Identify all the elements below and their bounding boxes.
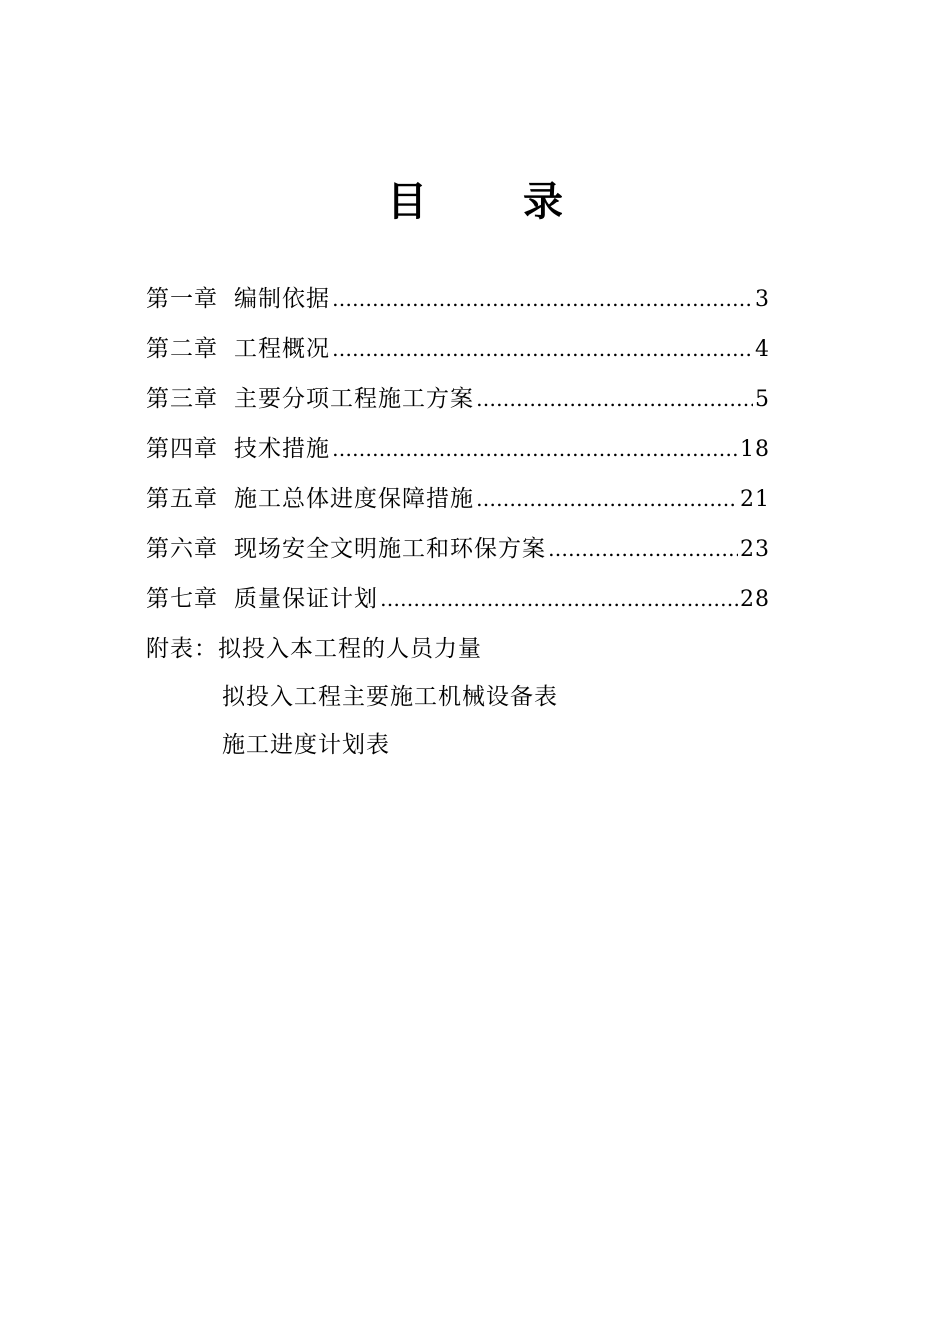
toc-label: 主要分项工程施工方案 (234, 386, 474, 412)
toc-chapter: 第五章 (146, 486, 218, 512)
table-of-contents (146, 282, 770, 632)
toc-leader-dots (332, 432, 738, 466)
toc-chapter: 第七章 (146, 586, 218, 612)
toc-entry-3[interactable] (146, 382, 770, 432)
toc-entry-7[interactable] (146, 582, 770, 632)
toc-page-number: 21 (740, 487, 770, 512)
toc-chapter: 第一章 (146, 286, 218, 312)
appendix-prefix: 附表： (146, 636, 218, 662)
toc-entry-6[interactable] (146, 532, 770, 582)
appendix-list (146, 632, 558, 776)
appendix-item-label: 施工进度计划表 (222, 732, 390, 758)
toc-chapter: 第二章 (146, 336, 218, 362)
title-char-1: 目 (387, 178, 427, 225)
toc-leader-dots (548, 532, 738, 566)
toc-entry-5[interactable] (146, 482, 770, 532)
toc-leader-dots (380, 582, 738, 616)
page-title (0, 176, 950, 228)
toc-label: 编制依据 (234, 286, 330, 312)
toc-page-number: 4 (755, 337, 770, 362)
toc-label: 工程概况 (234, 336, 330, 362)
appendix-item-1[interactable] (146, 632, 558, 680)
toc-leader-dots (476, 482, 738, 516)
toc-label: 质量保证计划 (234, 586, 378, 612)
toc-leader-dots (332, 282, 753, 316)
toc-page-number: 3 (755, 287, 770, 312)
appendix-item-3[interactable] (146, 728, 558, 776)
toc-entry-1[interactable] (146, 282, 770, 332)
toc-entry-4[interactable] (146, 432, 770, 482)
appendix-item-2[interactable] (146, 680, 558, 728)
appendix-item-label: 拟投入本工程的人员力量 (218, 636, 482, 662)
appendix-item-label: 拟投入工程主要施工机械设备表 (222, 684, 558, 710)
toc-page-number: 18 (740, 437, 770, 462)
toc-page-number: 23 (740, 537, 770, 562)
title-char-2: 录 (523, 178, 563, 225)
toc-leader-dots (332, 332, 753, 366)
toc-page-number: 5 (755, 387, 770, 412)
toc-page-number: 28 (740, 587, 770, 612)
toc-leader-dots (476, 382, 753, 416)
toc-label: 施工总体进度保障措施 (234, 486, 474, 512)
toc-label: 技术措施 (234, 436, 330, 462)
toc-chapter: 第四章 (146, 436, 218, 462)
toc-entry-2[interactable] (146, 332, 770, 382)
toc-chapter: 第六章 (146, 536, 218, 562)
toc-chapter: 第三章 (146, 386, 218, 412)
toc-label: 现场安全文明施工和环保方案 (234, 536, 546, 562)
